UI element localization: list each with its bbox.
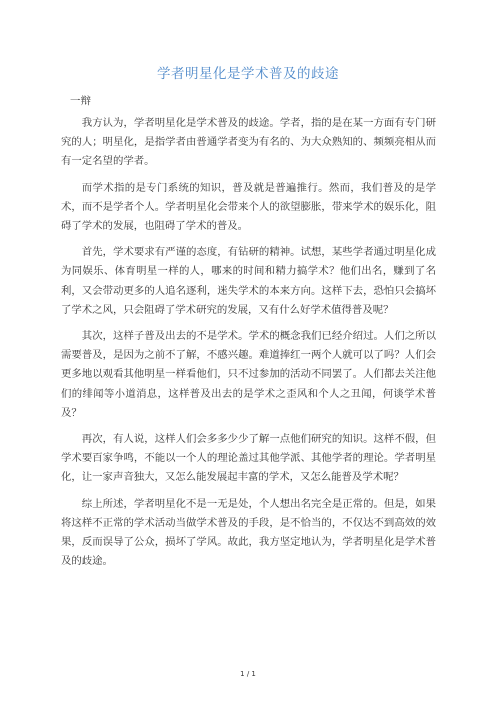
document-body: [61, 114, 436, 578]
paragraph-4: 其次，这样子普及出去的不是学术。学术的概念我们已经介绍过。人们之所以需要普及，是因为之前不了解，不感兴趣。难道捧红一两个人就可以了吗？人们会更多地以观看其他明星一样看他们，只不过参加的活动不同罢了。人们都去关注他们的绯闻等小道消息，这样普及出去的是学术之歪风和个人之丑闻，何谈学术普及？: [61, 330, 436, 419]
document-title: 学者明星化是学术普及的歧途: [157, 66, 339, 82]
paragraph-1: 我方认为，学者明星化是学术普及的歧途。学者，指的是在某一方面有专门研究的人；明星化，是指学者由普通学者变为有名的、为大众熟知的、频频亮相从而有一定名望的学者。: [61, 117, 436, 168]
author-label: 一辩: [70, 95, 91, 107]
paragraph-6: 综上所述，学者明星化不是一无是处，个人想出名完全是正常的。但是，如果将这样不正常的学术活动当做学术普及的手段，是不恰当的，不仅达不到高效的效果，反而误导了公众，损坏了学风。故此，我方坚定地认为，学者明星化是学术普及的歧途。: [61, 497, 436, 568]
paragraph-3: 首先，学术要求有严谨的态度，有钻研的精神。试想，某些学者通过明星化成为同娱乐、体育明星一样的人，哪来的时间和精力搞学术？他们出名，赚到了名利，又会带动更多的人追名逐利，迷失学术的本来方向。这样下去，恐怕只会搞坏了学术之风，只会阻碍了学术研究的发展，又有什么好学术值得普及呢？: [61, 246, 436, 316]
page-number: 1 / 1: [240, 670, 256, 678]
paragraph-5: 再次，有人说，这样人们会多多少少了解一点他们研究的知识。这样不假，但学术要百家争鸣，不能以一个人的理论盖过其他学派、其他学者的理论。学者明星化，让一家声音独大，又怎么能发展起丰富的学术，又怎么能普及学术呢？: [61, 433, 436, 484]
paragraph-2: 而学术指的是专门系统的知识，普及就是普遍推行。然而，我们普及的是学术，而不是学者个人。学者明星化会带来个人的欲望膨胀，带来学术的娱乐化，阻碍了学术的发展，也阻碍了学术的普及。: [61, 181, 436, 233]
